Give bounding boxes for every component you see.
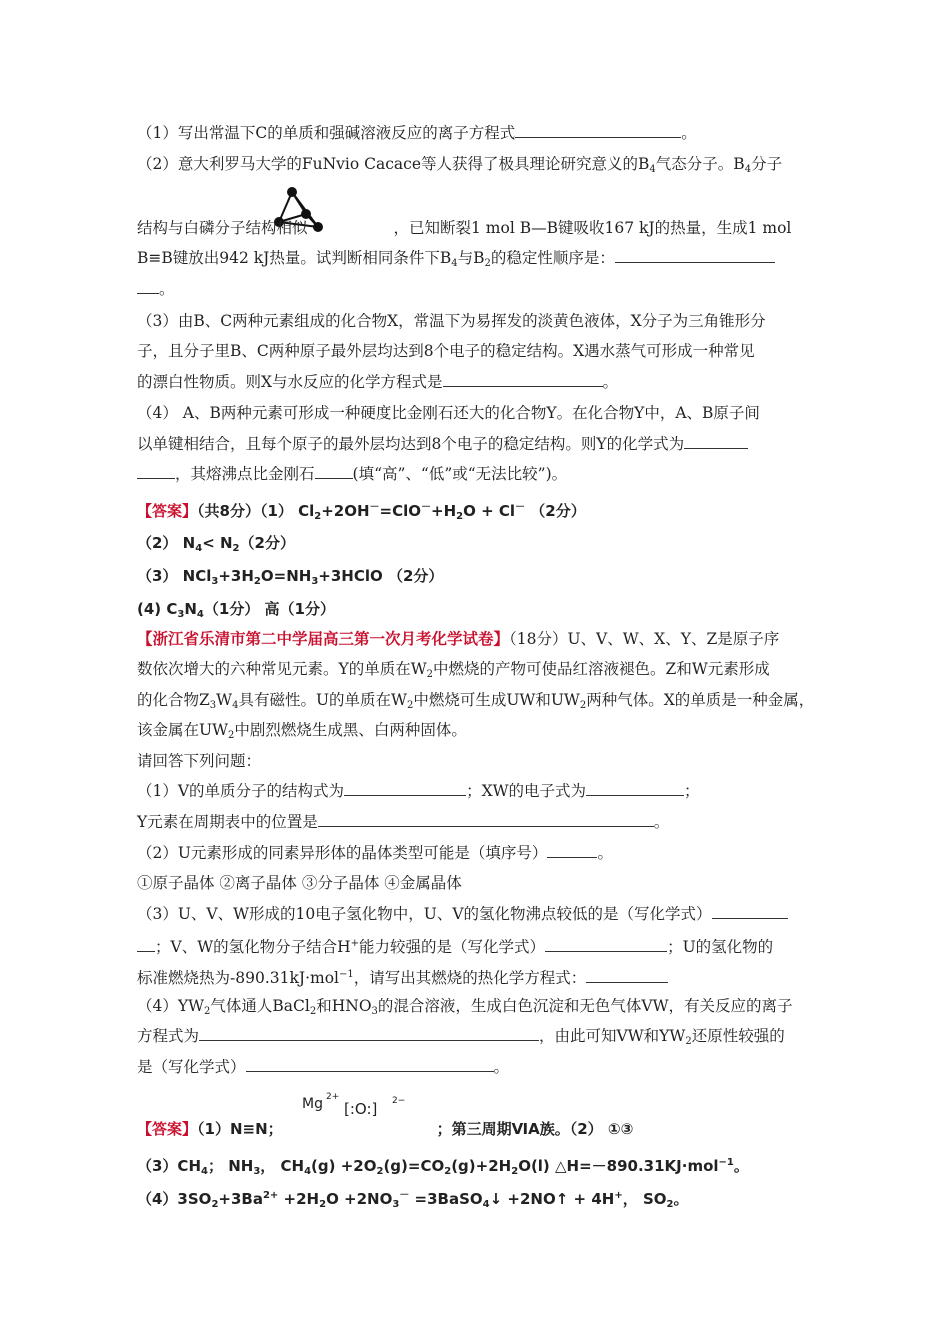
answer-blank[interactable] [315, 464, 353, 479]
question-line: ；V、W的氢化物分子结合H+能力较强的是（写化学式） ；U的氢化物的 [137, 934, 773, 957]
answer-blank[interactable] [684, 434, 748, 449]
answer-blank[interactable] [199, 1026, 539, 1041]
answer-line: （2） $N_4< N_2(2$分） [137, 534, 295, 554]
question-line: 子，且分子里B、C两种原子最外层均达到8个电子的稳定结构。X遇水蒸气可形成一种常见 [137, 342, 755, 360]
answer-blank[interactable] [515, 123, 681, 138]
answer-line: $(3)CH_4$； $NH_3$， $CH_4(g) +2O_2(g)=CO_2(g)+2H_2O(l)$ △H=－890.31KJ·mol$^{-1}$。 [137, 1157, 749, 1177]
source-title: 【浙江省乐清市第二中学届高三第一次月考化学试卷】 [137, 629, 510, 648]
answer-blank[interactable] [137, 464, 175, 479]
question-line: 是（写化学式） 。 [137, 1058, 510, 1076]
question-line: 的漂白性物质。则X与水反应的化学方程式是 。 [137, 373, 619, 391]
question-line: 以单键相结合，且每个原子的最外层均达到8个电子的稳定结构。则Y的化学式为 [137, 434, 748, 454]
answer-blank[interactable] [344, 781, 466, 796]
question-line: （2）意大利罗马大学的FuNvio Cacace等人获得了极具理论研究意义的$B_4$气态分子。$B_4$分子 [137, 155, 783, 175]
answer-tag: 【答案】 [137, 502, 198, 520]
question-line: （3）由B、C两种元素组成的化合物X，常温下为易挥发的淡黄色液体，X分子为三角锥形分 [137, 312, 766, 330]
question-line: （1）V的单质分子的结构式为 ；XW的电子式为 ； [137, 782, 700, 800]
question-line: （3）U、V、W形成的10电子氢化物中，U、V的氢化物沸点较低的是（写化学式） [137, 904, 788, 924]
question-line: 的化合物$Z_3W_4$具有磁性。U的单质在$W_2$中燃烧可生成UW和$UW_2$两种气体。X的单质是一种金属， [137, 691, 815, 711]
question-line: Y元素在周期表中的位置是 。 [137, 813, 670, 831]
question-line: 请回答下列问题： [137, 752, 262, 770]
question-line: （4） A、B两种元素可形成一种硬度比金刚石还大的化合物Y。在化合物Y中，A、B原子间 [137, 404, 760, 422]
answer-blank[interactable] [137, 937, 155, 952]
answer-blank[interactable] [712, 904, 788, 919]
answer-line: $(4)3SO_2+3Ba^{2+} +2H_2O +2NO_3^-$ =3BaSO$_4$↓ +2NO↑ + 4H+， $SO_2$。 [137, 1190, 689, 1210]
answer-blank[interactable] [547, 843, 597, 858]
question-line: ，其熔沸点比金刚石 (填“高”、“低”或“无法比较”)。 [137, 464, 567, 484]
question-line: $(4)YW_2$气体通人BaCl$_2$和$HNO_3$的混合溶液，生成白色沉淀和无色气体VW，有关反应的离子 [137, 997, 793, 1017]
question-line: ①原子晶体 ②离子晶体 ③分子晶体 ④金属晶体 [137, 874, 462, 892]
question-line: 【浙江省乐清市第二中学届高三第一次月考化学试卷】（18分）U、V、W、X、Y、Z是原子序 [137, 629, 780, 648]
answer-line: (4) $C_3N_4(1$分） 高（1分） [137, 600, 335, 620]
question-line: （2）U元素形成的同素异形体的晶体类型可能是（填序号） 。 [137, 844, 613, 862]
answer-blank[interactable] [615, 248, 775, 263]
question-line: 。 [137, 279, 175, 299]
question-line: 数依次增大的六种常见元素。Y的单质在$W_2$中燃烧的产物可使品红溶液褪色。Z和W元素形成 [137, 660, 770, 680]
question-line: 方程式为 ，由此可知VW和$YW_2$还原性较强的 [137, 1027, 785, 1047]
answer-blank[interactable] [137, 279, 159, 294]
answer-blank[interactable] [545, 937, 667, 952]
electron-formula: Mg 2+ [:O:] 2− [302, 1092, 406, 1118]
answer-blank[interactable] [318, 812, 654, 827]
answer-blank[interactable] [443, 372, 603, 387]
question-line: B≡B键放出942 kJ热量。试判断相同条件下$B_4$与$B_2$的稳定性顺序是： [137, 248, 775, 274]
answer-blank[interactable] [586, 968, 668, 983]
answer-line: 【答案】（1）N≡N； ；第三周期ⅥA族。（2） ①③ [137, 1120, 634, 1138]
question-line: 标准燃烧热为-890.31kJ·mol$^{-1}$，请写出其燃烧的热化学方程式： [137, 965, 668, 988]
answer-line: 【答案】（共8分）（1） $Cl_2+2OH^-=ClO^-+H_2O + Cl^-$ （2分） [137, 502, 586, 522]
answer-blank[interactable] [586, 781, 684, 796]
answer-tag: 【答案】 [137, 1120, 198, 1138]
question-line: 结构与白磷分子结构相似 ，已知断裂1 mol B—B键吸收167 kJ的热量，生成1 mol [137, 219, 792, 237]
answer-blank[interactable] [246, 1057, 494, 1072]
answer-line: （3） $NCl_3+3H_2O=NH_3+3HClO$ （2分） [137, 567, 444, 587]
question-line: （1）写出常温下C的单质和强碱溶液反应的离子方程式 。 [137, 124, 697, 142]
question-line: 该金属在$UW_2$中剧烈燃烧生成黑、白两种固体。 [137, 721, 467, 741]
